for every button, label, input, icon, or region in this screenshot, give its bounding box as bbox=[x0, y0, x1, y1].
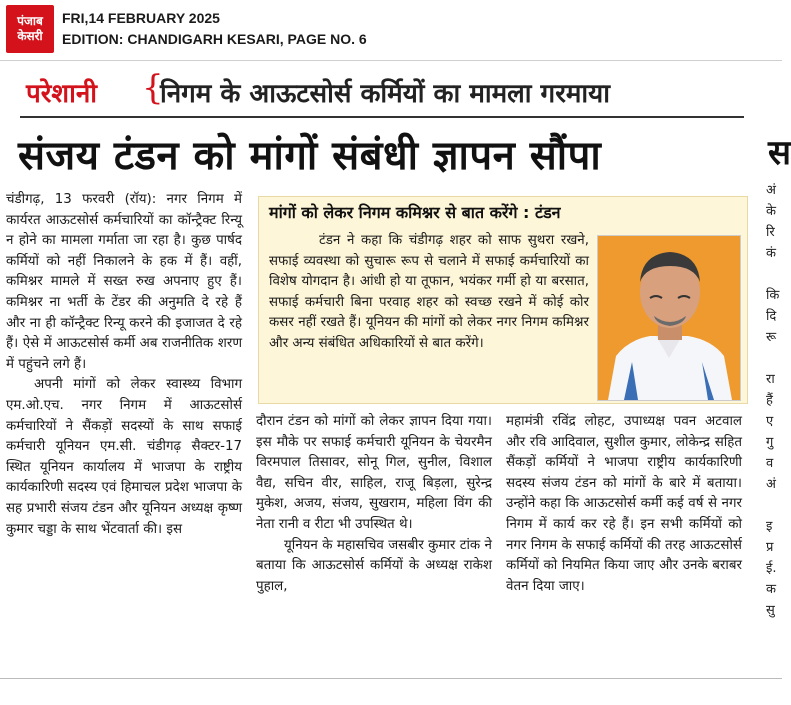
adjacent-fragment: ई. bbox=[766, 561, 777, 576]
kicker-brace-icon: { bbox=[142, 68, 164, 108]
column-2-paragraph-1: दौरान टंडन को मांगों को लेकर ज्ञापन दिया गया। इस मौके पर सफाई कर्मचारी यूनियन के चेयरमैन विरमपाल तिसावर, सोनू गिल, सुनील, विशाल वैद्य, सचिन वीर, साहिल, राजू बिड़ला, सुरेन्द्र मुकेश, अजय, संजय, सुखराम, महिला विंग की नेता रानी व रीटा भी उपस्थित थे। bbox=[256, 414, 492, 532]
adjacent-fragment: अं bbox=[766, 477, 776, 492]
article-column-2 bbox=[256, 412, 492, 597]
article-kicker: परेशानी bbox=[26, 79, 97, 109]
column-1-paragraph-2: अपनी मांगों को लेकर स्वास्थ्य विभाग एम.ओ.एच. नगर निगम में आऊटसोर्स कर्मचारियों ने सैंकड़ों सदस्यों के साथ सफाई कर्मचारी यूनियन एम.सी. चंडीगढ़ सैक्टर-17 स्थित यूनियन कार्यालय में भाजपा के राष्ट्रीय कार्यकारिणी सदस्य एवं हिमाचल प्रदेश भाजपा के सह प्रभारी संजय टंडन और यूनियन अध्यक्ष कृष्ण कुमार चड्डा के साथ भेंटवार्ता की। इस bbox=[6, 377, 242, 537]
adjacent-fragment: रि bbox=[766, 225, 775, 240]
masthead-divider bbox=[0, 60, 782, 61]
adjacent-fragment: कि bbox=[766, 288, 780, 303]
quote-box-title: मांगों को लेकर निगम कमिश्नर से बात करेंगे : टंडन bbox=[269, 203, 561, 222]
adjacent-fragment bbox=[766, 348, 782, 369]
edition-label: EDITION: CHANDIGARH KESARI, PAGE NO. 6 bbox=[62, 31, 367, 47]
adjacent-fragment: क bbox=[766, 582, 776, 597]
edition-info bbox=[62, 8, 367, 50]
portrait-photo bbox=[597, 235, 741, 401]
article-column-1 bbox=[6, 190, 242, 540]
adjacent-fragment: कं bbox=[766, 246, 776, 261]
newspaper-logo bbox=[6, 5, 54, 53]
masthead bbox=[0, 0, 782, 58]
adjacent-fragment: रू bbox=[766, 330, 777, 345]
publish-date: FRI,14 FEBRUARY 2025 bbox=[62, 10, 220, 26]
adjacent-article-edge bbox=[766, 180, 782, 621]
logo-line2: केसरी bbox=[17, 29, 43, 43]
adjacent-fragment: दि bbox=[766, 309, 777, 324]
article-column-3 bbox=[506, 412, 742, 597]
adjacent-fragment: ए bbox=[766, 414, 774, 429]
column-3-paragraph-1: महामंत्री रविंद्र लोहट, उपाध्यक्ष पवन अटवाल और रवि आदिवाल, सुशील कुमार, लोकेन्द्र सहित सैंकड़ों कर्मियों ने भाजपा राष्ट्रीय कार्यकारिणी सदस्य संजय टंडन को मांगों के बारे में बताया। उन्होंने कहा कि आऊटसोर्स कर्मी कई वर्ष से नगर निगम में कार्य कर रहे हैं। इन सभी कर्मियों को नगर निगम के सफाई कर्मियों की तरह आऊटसोर्स कर्मियों को नियमित किया जाए और उनके बराबर वेतन दिया जाए। bbox=[506, 414, 742, 594]
adjacent-fragment: अं bbox=[766, 183, 776, 198]
adjacent-fragment bbox=[766, 264, 782, 285]
quote-box-text: टंडन ने कहा कि चंडीगढ़ शहर को साफ सुथरा रखने, सफाई व्यवस्था को सुचारू रूप से चलाने में सफाई कर्मचारियों का विशेष योगदान है। आंधी हो या तूफान, भयंकर गर्मी हो या बरसात, सफाई कर्मचारी बिना परवाह शहर को स्वच्छ रखने में कोई कोर कसर नहीं रखते हैं। यूनियन की मांगों को लेकर नगर निगम कमिश्नर और अन्य संबंधित अधिकारियों से बात करेंगे। bbox=[269, 233, 589, 351]
adjacent-fragment: सु bbox=[766, 603, 775, 618]
column-2-paragraph-2: यूनियन के महासचिव जसबीर कुमार टांक ने बताया कि आऊटसोर्स कर्मियों के अध्यक्ष राकेश पुहाल, bbox=[256, 537, 492, 594]
quote-box bbox=[258, 196, 748, 404]
article-subheadline: निगम के आऊटसोर्स कर्मियों का मामला गरमाया bbox=[160, 79, 610, 109]
page-bottom-divider bbox=[0, 678, 782, 679]
article-headline: संजय टंडन को मांगों संबंधी ज्ञापन सौंपा bbox=[18, 133, 602, 179]
adjacent-fragment: इ bbox=[766, 519, 773, 534]
adjacent-fragment: रा bbox=[766, 372, 775, 387]
adjacent-fragment: गु bbox=[766, 435, 774, 450]
column-1-paragraph-1: चंडीगढ़, 13 फरवरी (रॉय): नगर निगम में कार्यरत आऊटसोर्स कर्मचारियों का कॉन्ट्रैक्ट रिन्यू न होने का मामला गर्माता जा रहा है। कुछ पार्षद कर्मियों को नहीं निकालने के हक में हैं। वहीं, कमिश्नर मामले में सख्त रुख अपनाए हुए हैं। कमिश्नर ना भर्ती के टेंडर की अनुमति दे रहे हैं और ना ही कॉन्ट्रैक्ट रिन्यू करने की इजाजत दे रहे हैं। ऐसे में आऊटसोर्स कर्मी अब राजनीतिक शरण में पहुंचने लगे हैं। bbox=[6, 192, 242, 372]
adjacent-fragment: हैं bbox=[766, 393, 773, 408]
kicker-divider bbox=[20, 116, 744, 118]
adjacent-fragment: प्र bbox=[766, 540, 774, 555]
logo-line1: पंजाब bbox=[17, 14, 43, 28]
adjacent-headline-fragment: स bbox=[768, 133, 791, 173]
adjacent-fragment: व bbox=[766, 456, 774, 471]
adjacent-fragment bbox=[766, 495, 782, 516]
adjacent-fragment: के bbox=[766, 204, 776, 219]
